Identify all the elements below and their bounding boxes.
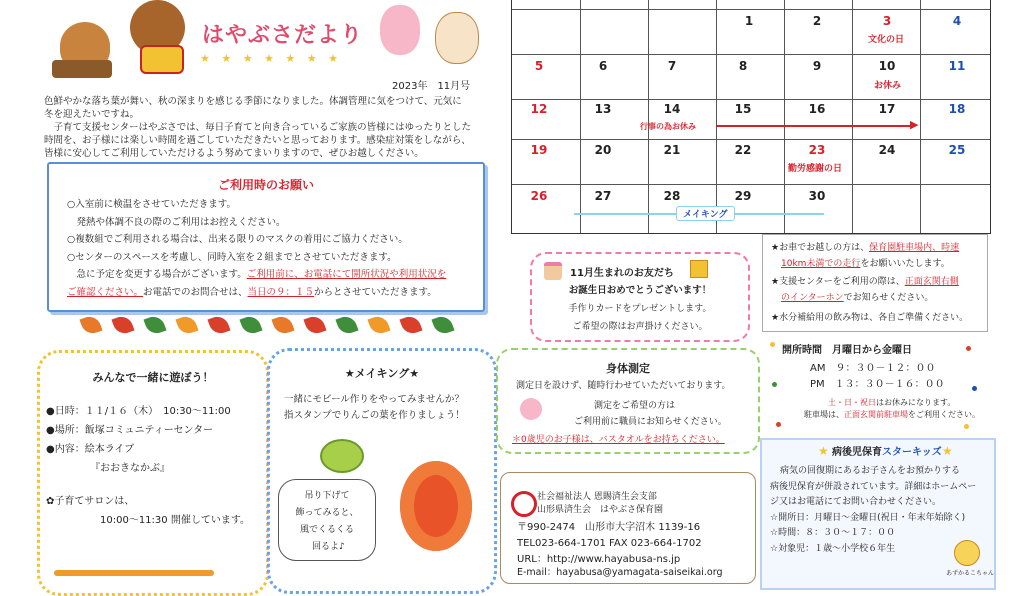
calendar-day: 18 xyxy=(948,102,966,116)
leaf-icon xyxy=(335,313,358,336)
making-period-label: メイキング xyxy=(676,206,735,221)
gift-icon xyxy=(690,260,708,278)
calendar-day: 3 xyxy=(882,14,892,28)
calendar-day: 9 xyxy=(812,59,822,73)
event-arrow xyxy=(717,125,912,127)
leaf-icon xyxy=(175,313,198,336)
calendar-day: 26 xyxy=(530,189,548,203)
calendar-day: 11 xyxy=(948,59,966,73)
header-title: はやぶさだより xyxy=(202,23,364,48)
calendar-day: 8 xyxy=(738,59,748,73)
leaf-icon xyxy=(111,313,134,336)
calendar-day: 17 xyxy=(878,102,896,116)
notice-list: ○入室前に検温をさせていただきます。 発熱や体調不良の際のご利用はお控えください。 ○複数組でご利用される場合は、出来る限りのマスクの着用にご協力ください。 ○センターのスペースを考慮し、同時入室を２組までとさせていただきます。 急に予定を変更する場合がございます。ご利用前に、お電話にて開所状況や利用状況を ご確認ください。お電話でのお問合せは、当日の９：１５からとさせていただきます。 xyxy=(67,199,447,298)
header-illustration xyxy=(30,0,500,80)
leaf-icon xyxy=(431,313,454,336)
rabbit-icon xyxy=(380,5,420,55)
rabbit-scale-icon xyxy=(520,398,542,420)
calendar-day: 13 xyxy=(594,102,612,116)
calendar-day: 7 xyxy=(667,59,677,73)
calendar-day: 12 xyxy=(530,102,548,116)
org-box: 社会福祉法人 恩賜済生会支部 山形県済生会 はやぶさ保育園 〒990-2474 山形市大字沼木 1139-16 TEL023-664-1701 FAX 023-664-1702 URL：http://www.hayabusa-ns.jp E-mail：hayabusa@yamagata-saiseikai.org xyxy=(500,472,756,584)
leaf-icon xyxy=(303,313,326,336)
leaf-icon xyxy=(207,313,230,336)
cat-icon xyxy=(435,12,479,64)
bottom-decoration xyxy=(54,570,214,576)
calendar-day: 29 xyxy=(734,189,752,203)
calendar-day: 25 xyxy=(948,143,966,157)
notice-box xyxy=(47,162,485,312)
leaf-icon xyxy=(271,313,294,336)
leaf-icon xyxy=(399,313,422,336)
birthday-title: 11月生まれのお友だち xyxy=(570,268,674,279)
calendar-day: 10 xyxy=(878,59,896,73)
stump-icon xyxy=(52,60,112,78)
website-link[interactable]: URL：http://www.hayabusa-ns.jp xyxy=(517,554,681,565)
hours-title: 開所時間 月曜日から金曜日 xyxy=(782,345,912,356)
calendar-day: 14 xyxy=(663,102,681,116)
calendar-day: 22 xyxy=(734,143,752,157)
calendar-grid xyxy=(511,0,991,234)
calendar-day: 15 xyxy=(734,102,752,116)
info-box: ★お車でお越しの方は、保育園駐車場内、時速 10km未満での走行をお願いいたします。 ★支援センターをご利用の際は、正面玄関右側 のインターホンでお知らせください。 ★水分補給用の飲み物は、各自ご準備ください。 xyxy=(762,234,988,332)
calendar-day: 1 xyxy=(744,14,754,28)
birthday-box: 11月生まれのお友だち お誕生日おめでとうございます！ 手作りカードをプレゼントします。 ご希望の際はお声掛けください。 xyxy=(530,252,750,342)
email-link[interactable]: E-mail：hayabusa@yamagata-saiseikai.org xyxy=(517,567,723,578)
star-icon: ★ xyxy=(818,444,829,458)
making-box: ★メイキング★ 一緒にモビール作りをやってみませんか？ 指スタンプでりんごの葉を作りましょう！ 吊り下げて 飾ってみると、 風でくるくる 回るよ♪ xyxy=(267,348,497,594)
intro-text: 色鮮やかな落ち葉が舞い、秋の深まりを感じる季節になりました。体調管理に気をつけて、元気に 冬を迎えたいですね。 子育て支援センターはやぶさでは、毎日子育てと向き合っているご家族の皆様にはゆったりとした 時間を、お子様には楽しい時間を過ごしていただきたいと思っております。感染症対策をしながら、 皆様に安心してご利用していただけるよう努めてまいりますので、ぜひお越しください。 xyxy=(44,96,472,159)
sick-care-box: ★ 病後児保育スターキッズ ★ 病気の回復期にあるお子さんをお預かりする 病後児保育が併設されています。詳細はホームペー ジ又はお電話にてお問い合わせください。 ☆開所日：月曜日～金曜日(祝日・年末年始除く) ☆時間：８：３０～１７：００ ☆対象児：１歳～小学校６年生 あずかるこちゃん xyxy=(760,438,996,590)
drum-icon xyxy=(140,45,184,74)
calendar-day: 6 xyxy=(598,59,608,73)
calendar-day: 16 xyxy=(808,102,826,116)
holiday-label: 勤労感謝の日 xyxy=(788,164,843,174)
stars-decoration: ★ ★ ★ ★ ★ ★ ★ xyxy=(200,52,343,65)
event-closed-label: 行事の為お休み xyxy=(640,122,696,131)
star-icon: ★ xyxy=(942,444,953,458)
calendar-day: 27 xyxy=(594,189,612,203)
notice-title: ご利用時のお願い xyxy=(217,178,314,192)
calendar-day: 4 xyxy=(952,14,962,28)
apple-mobile-icon xyxy=(400,461,472,551)
mascot-chick-icon xyxy=(954,540,980,566)
calendar-day: 23 xyxy=(808,143,826,157)
calendar-day: 19 xyxy=(530,143,548,157)
leaf-icon xyxy=(239,313,262,336)
measure-box: 身体測定 測定日を設けず、随時行わせていただいております。 測定をご希望の方は ご利用前に職員にお知らせください。 ＊0歳児のお子様は、バスタオルをお持ちください。 xyxy=(496,348,760,454)
calendar-day: 28 xyxy=(663,189,681,203)
mascot-label: あずかるこちゃん xyxy=(946,570,995,577)
closed-label: お休み xyxy=(874,81,902,91)
hours-box: 開所時間 月曜日から金曜日 AM ９：３０－１２：００ PM １３：３０－１６：００ 土・日・祝日はお休みになります。 駐車場は、正面玄関前駐車場をご利用ください。 xyxy=(776,342,976,430)
calendar-day: 2 xyxy=(812,14,822,28)
issue-date: 2023年 11月号 xyxy=(392,81,471,92)
calendar-day: 20 xyxy=(594,143,612,157)
arrow-head-icon: ▶ xyxy=(910,118,919,131)
play-title: みんなで一緒に遊ぼう！ xyxy=(92,371,214,384)
calendar-day: 24 xyxy=(878,143,896,157)
leaf-icon xyxy=(79,313,102,336)
play-box: みんなで一緒に遊ぼう！ ●日時：１１/１６（木） 10:30～11:00 ●場所：飯塚コミュニティーセンター ●内容：絵本ライブ 『おおきなかぶ』 ✿子育てサロンは、 10:00～11:30 開催しています。 xyxy=(37,350,269,596)
speech-bubble: 吊り下げて 飾ってみると、 風でくるくる xyxy=(278,479,376,561)
holiday-label: 文化の日 xyxy=(868,35,905,45)
green-leaf-stamp-icon xyxy=(320,439,364,473)
leaf-icon xyxy=(367,313,390,336)
making-title: ★メイキング★ xyxy=(344,367,420,380)
cake-icon xyxy=(544,262,562,280)
calendar-day: 30 xyxy=(808,189,826,203)
calendar-day: 21 xyxy=(663,143,681,157)
org-logo-icon xyxy=(511,491,537,517)
leaf-icon xyxy=(143,313,166,336)
measure-title: 身体測定 xyxy=(606,362,650,375)
calendar-day: 5 xyxy=(534,59,544,73)
